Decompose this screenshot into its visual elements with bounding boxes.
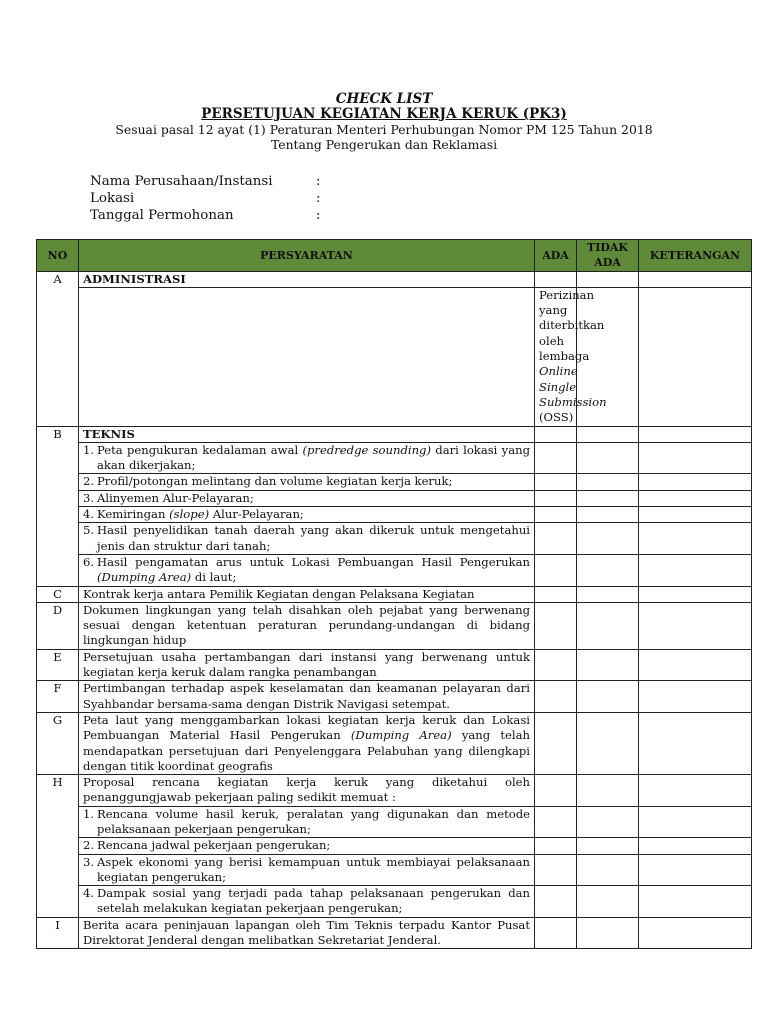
table-row — [37, 854, 752, 886]
keterangan-cell — [639, 854, 752, 886]
keterangan-cell — [639, 426, 752, 442]
item-text: Alinyemen Alur-Pelayaran; — [97, 490, 254, 505]
item-number: 2. — [83, 474, 95, 489]
item-number: 6. — [83, 554, 95, 569]
field-separator: : — [316, 174, 321, 189]
check-tidak-ada — [577, 507, 639, 523]
item-text: Peta pengukuran kedalaman awal (predredge sounding) dari lokasi yang akan dikerjakan; — [97, 442, 530, 473]
check-tidak-ada — [577, 523, 639, 555]
requirement-text — [79, 490, 535, 506]
keterangan-cell — [639, 712, 752, 774]
item-number: 1. — [83, 442, 95, 457]
keterangan-cell — [639, 474, 752, 490]
table-row — [37, 523, 752, 555]
row-number: G — [37, 712, 79, 774]
document-subtitle: PERSETUJUAN KEGIATAN KERJA KERUK (PK3) — [201, 106, 567, 122]
row-number — [79, 287, 535, 426]
applicant-fields — [90, 173, 321, 224]
check-tidak-ada — [577, 838, 639, 854]
check-ada — [535, 523, 577, 555]
keterangan-cell — [639, 602, 752, 649]
check-ada — [535, 271, 577, 287]
item-number: 4. — [83, 507, 95, 522]
item-text: Dampak sosial yang terjadi pada tahap pelaksanaan pengerukan dan setelah melakukan kegiatan pekerjaan pengerukan; — [97, 886, 530, 916]
field-separator: : — [316, 208, 321, 223]
requirement-text: TEKNIS — [79, 426, 535, 442]
requirement-text: Dokumen lingkungan yang telah disahkan oleh pejabat yang berwenang sesuai dengan ketentuan peraturan perundang-undangan di bidang lingkungan hidup — [79, 602, 535, 649]
table-row — [37, 271, 752, 287]
item-number: 5. — [83, 523, 95, 538]
requirement-text: Berita acara peninjauan lapangan oleh Tim Teknis terpadu Kantor Pusat Direktorat Jenderal dengan melibatkan Sekretariat Jenderal. — [79, 917, 535, 949]
table-row — [37, 586, 752, 602]
regulation-reference: Sesuai pasal 12 ayat (1) Peraturan Menteri Perhubungan Nomor PM 125 Tahun 2018 — [115, 122, 653, 137]
table-row — [37, 554, 752, 586]
check-tidak-ada — [577, 712, 639, 774]
item-text: Hasil penyelidikan tanah daerah yang akan dikeruk untuk mengetahui jenis dan struktur dari tanah; — [97, 523, 530, 553]
regulation-topic: Tentang Pengerukan dan Reklamasi — [270, 137, 498, 152]
requirement-text — [79, 854, 535, 886]
requirement-text: Kontrak kerja antara Pemilik Kegiatan dengan Pelaksana Kegiatan — [79, 586, 535, 602]
table-row — [37, 507, 752, 523]
requirement-text: Pertimbangan terhadap aspek keselamatan dan keamanan pelayaran dari Syahbandar bersama-sama dengan Distrik Navigasi setempat. — [79, 681, 535, 713]
table-row — [37, 602, 752, 649]
keterangan-cell — [639, 442, 752, 474]
checklist-table — [36, 239, 752, 949]
checklist-body — [37, 271, 752, 949]
table-row — [37, 775, 752, 807]
item-text: Aspek ekonomi yang berisi kemampuan untuk membiayai pelaksanaan kegiatan pengerukan; — [97, 854, 530, 884]
keterangan-cell — [639, 554, 752, 586]
requirement-text: Persetujuan usaha pertambangan dari instansi yang berwenang untuk kegiatan kerja keruk dalam rangka penambangan — [79, 649, 535, 681]
keterangan-cell — [639, 507, 752, 523]
item-number: 2. — [83, 838, 95, 853]
table-row — [37, 649, 752, 681]
check-ada — [535, 886, 577, 918]
check-ada — [535, 838, 577, 854]
check-ada — [535, 602, 577, 649]
keterangan-cell — [639, 523, 752, 555]
field-separator: : — [316, 191, 321, 206]
check-tidak-ada — [577, 426, 639, 442]
item-text: Hasil pengamatan arus untuk Lokasi Pembuangan Hasil Pengerukan (Dumping Area) di laut; — [97, 554, 530, 585]
row-number: B — [37, 426, 79, 586]
table-row — [37, 917, 752, 949]
table-header-row — [37, 240, 752, 272]
requirement-text — [79, 442, 535, 474]
item-text: Rencana volume hasil keruk, peralatan yang digunakan dan metode pelaksanaan pekerjaan pengerukan; — [97, 806, 530, 836]
check-tidak-ada — [577, 490, 639, 506]
table-row — [37, 442, 752, 474]
row-number: H — [37, 775, 79, 918]
requirement-text: Peta laut yang menggambarkan lokasi kegiatan kerja keruk dan Lokasi Pembuangan Material Hasil Pengerukan (Dumping Area) yang telah mendapatkan persetujuan dari Penyelenggara Pelabuhan yang dilengkapi dengan titik koordinat geografis — [79, 712, 535, 774]
check-tidak-ada — [577, 586, 639, 602]
requirement-text — [79, 554, 535, 586]
requirement-text — [79, 886, 535, 918]
field-company — [90, 173, 321, 190]
check-ada — [535, 854, 577, 886]
table-row — [37, 806, 752, 838]
requirement-text: Perizinan yang diterbitkan oleh lembaga Online Single Submission (OSS) — [535, 287, 577, 426]
check-tidak-ada — [577, 554, 639, 586]
requirement-text — [79, 806, 535, 838]
col-header-requirement: PERSYARATAN — [79, 240, 535, 272]
col-header-ada: ADA — [535, 240, 577, 272]
check-ada — [535, 507, 577, 523]
check-ada — [535, 442, 577, 474]
table-row — [37, 838, 752, 854]
field-label: Lokasi — [90, 191, 135, 206]
item-number: 3. — [83, 854, 95, 869]
check-ada — [535, 681, 577, 713]
keterangan-cell — [639, 681, 752, 713]
field-date — [90, 207, 321, 224]
row-number: F — [37, 681, 79, 713]
check-ada — [535, 586, 577, 602]
keterangan-cell — [639, 490, 752, 506]
check-ada — [535, 712, 577, 774]
keterangan-cell — [639, 886, 752, 918]
check-tidak-ada — [577, 649, 639, 681]
requirement-text — [79, 838, 535, 854]
check-ada — [535, 917, 577, 949]
check-tidak-ada — [577, 917, 639, 949]
check-tidak-ada — [577, 806, 639, 838]
col-header-no: NO — [37, 240, 79, 272]
check-ada — [535, 806, 577, 838]
table-row — [37, 490, 752, 506]
field-location — [90, 190, 321, 207]
col-header-keterangan: KETERANGAN — [639, 240, 752, 272]
table-row — [37, 886, 752, 918]
document-header — [0, 92, 768, 152]
requirement-text — [79, 474, 535, 490]
table-row — [37, 287, 752, 426]
check-ada — [535, 554, 577, 586]
keterangan-cell — [639, 586, 752, 602]
item-number: 3. — [83, 490, 95, 505]
row-number: I — [37, 917, 79, 949]
item-text: Rencana jadwal pekerjaan pengerukan; — [97, 838, 331, 853]
check-tidak-ada — [577, 474, 639, 490]
keterangan-cell — [639, 806, 752, 838]
check-tidak-ada — [577, 602, 639, 649]
keterangan-cell — [639, 917, 752, 949]
check-tidak-ada — [577, 775, 639, 807]
keterangan-cell — [639, 775, 752, 807]
row-number: D — [37, 602, 79, 649]
row-number: E — [37, 649, 79, 681]
field-label: Tanggal Permohonan — [90, 208, 234, 223]
row-number: A — [37, 271, 79, 426]
row-number: C — [37, 586, 79, 602]
document-title: CHECK LIST — [335, 91, 433, 107]
item-number: 1. — [83, 806, 95, 821]
keterangan-cell — [639, 838, 752, 854]
table-row — [37, 681, 752, 713]
table-row — [37, 712, 752, 774]
keterangan-cell — [639, 649, 752, 681]
check-ada — [535, 490, 577, 506]
check-ada — [535, 649, 577, 681]
item-text: Kemiringan (slope) Alur-Pelayaran; — [97, 507, 304, 522]
check-tidak-ada — [577, 854, 639, 886]
check-ada — [535, 775, 577, 807]
requirement-text — [79, 523, 535, 555]
col-header-tidak-ada: TIDAK ADA — [577, 240, 639, 272]
item-text: Profil/potongan melintang dan volume kegiatan kerja keruk; — [97, 474, 453, 489]
check-tidak-ada — [577, 271, 639, 287]
table-row — [37, 426, 752, 442]
requirement-text: Proposal rencana kegiatan kerja keruk yang diketahui oleh penanggungjawab pekerjaan paling sedikit memuat : — [79, 775, 535, 807]
table-row — [37, 474, 752, 490]
check-ada — [535, 474, 577, 490]
check-tidak-ada — [577, 886, 639, 918]
check-tidak-ada — [577, 442, 639, 474]
check-ada — [535, 426, 577, 442]
keterangan-cell — [639, 271, 752, 287]
check-tidak-ada — [577, 681, 639, 713]
item-number: 4. — [83, 886, 95, 901]
requirement-text: ADMINISTRASI — [79, 271, 535, 287]
check-tidak-ada — [639, 287, 752, 426]
field-label: Nama Perusahaan/Instansi — [90, 174, 273, 189]
requirement-text — [79, 507, 535, 523]
